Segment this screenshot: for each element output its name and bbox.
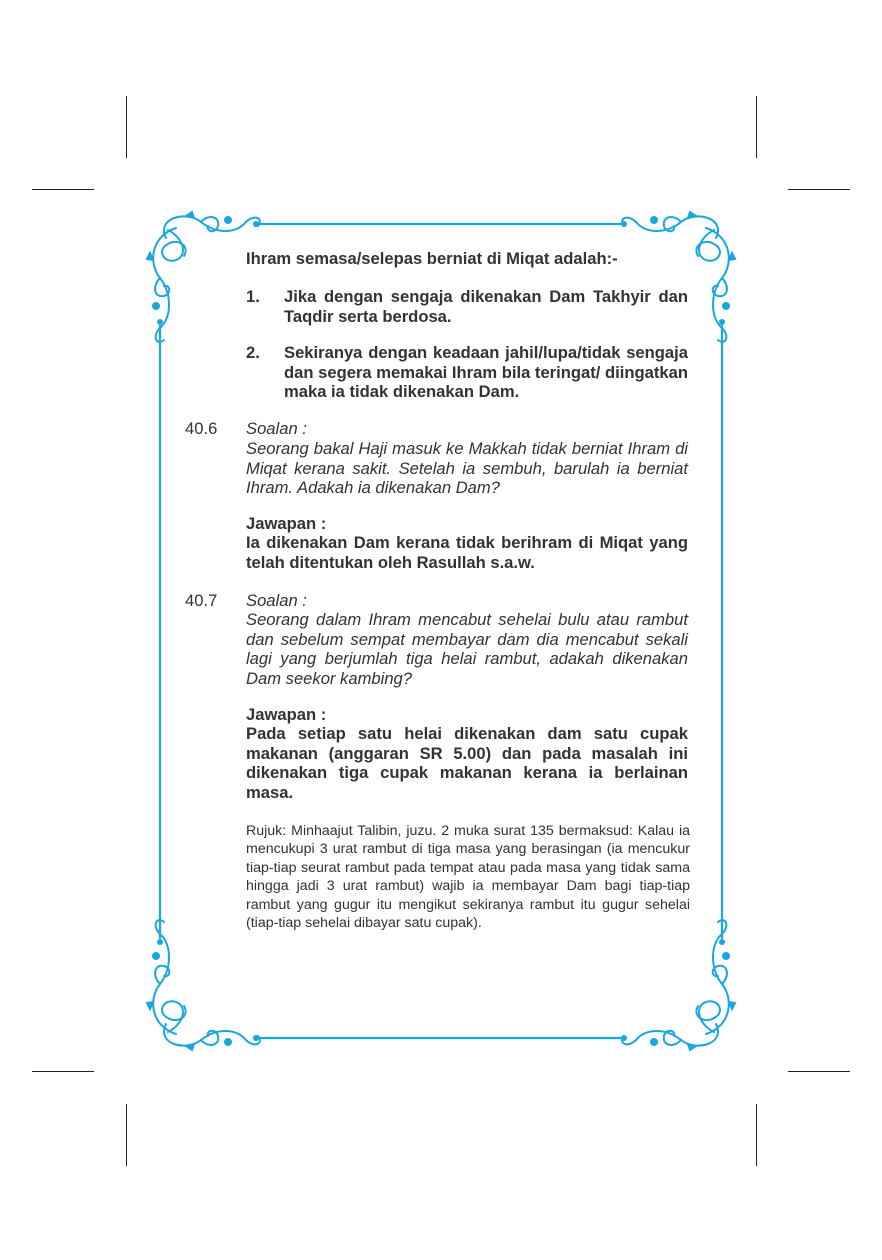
list-item-text: Sekiranya dengan keadaan jahil/lupa/tidak sengaja dan segera memakai Ihram bila teringat/ diingatkan maka ia tidak dikenakan Dam. [284,343,688,401]
answer-label: Jawapan : [246,705,327,724]
reference-note: Rujuk: Minhaajut Talibin, juzu. 2 muka surat 135 bermaksud: Kalau ia mencukupi 3 urat rambut di tiga masa yang berasingan (ia mencukur tiap-tiap seurat rambut pada tempat atau pada masa yang tidak sama hingga jadi 3 urat rambut) wajib ia membayar Dam bagi tiap-tiap rambut yang gugur itu mengikut sekiranya rambut itu gugur sehelai (tiap-tiap sehelai dibayar satu cupak). [246,823,690,932]
question-label: Soalan : [246,419,307,438]
list-number: 2. [246,343,260,362]
answer-text: Ia dikenakan Dam kerana tidak berihram di Miqat yang telah ditentukan oleh Rasullah s.a.w. [246,533,688,572]
ornamental-corner-icon [147,920,260,1050]
section-heading: Ihram semasa/selepas berniat di Miqat adalah:- [246,249,618,268]
question-text: Seorang dalam Ihram mencabut sehelai bulu atau rambut dan sebelum sempat membayar dam dia mencabut sekali lagi yang berjumlah tiga helai rambut, adakah dikenakan Dam seekor kambing? [246,610,688,688]
ornamental-corner-icon [622,920,735,1050]
answer-text: Pada setiap satu helai dikenakan dam satu cupak makanan (anggaran SR 5.00) dan pada masalah ini dikenakan tiga cupak makanan kerana ia berlainan masa. [246,724,688,802]
list-number: 1. [246,287,260,306]
list-item-text: Jika dengan sengaja dikenakan Dam Takhyir dan Taqdir serta berdosa. [284,287,688,326]
question-text: Seorang bakal Haji masuk ke Makkah tidak berniat Ihram di Miqat kerana sakit. Setelah ia sembuh, barulah ia berniat Ihram. Adakah ia dikenakan Dam? [246,439,688,497]
question-number: 40.6 [185,419,218,438]
question-label: Soalan : [246,591,307,610]
answer-label: Jawapan : [246,514,327,533]
question-number: 40.7 [185,591,218,610]
ornamental-corner-icon [147,212,260,342]
